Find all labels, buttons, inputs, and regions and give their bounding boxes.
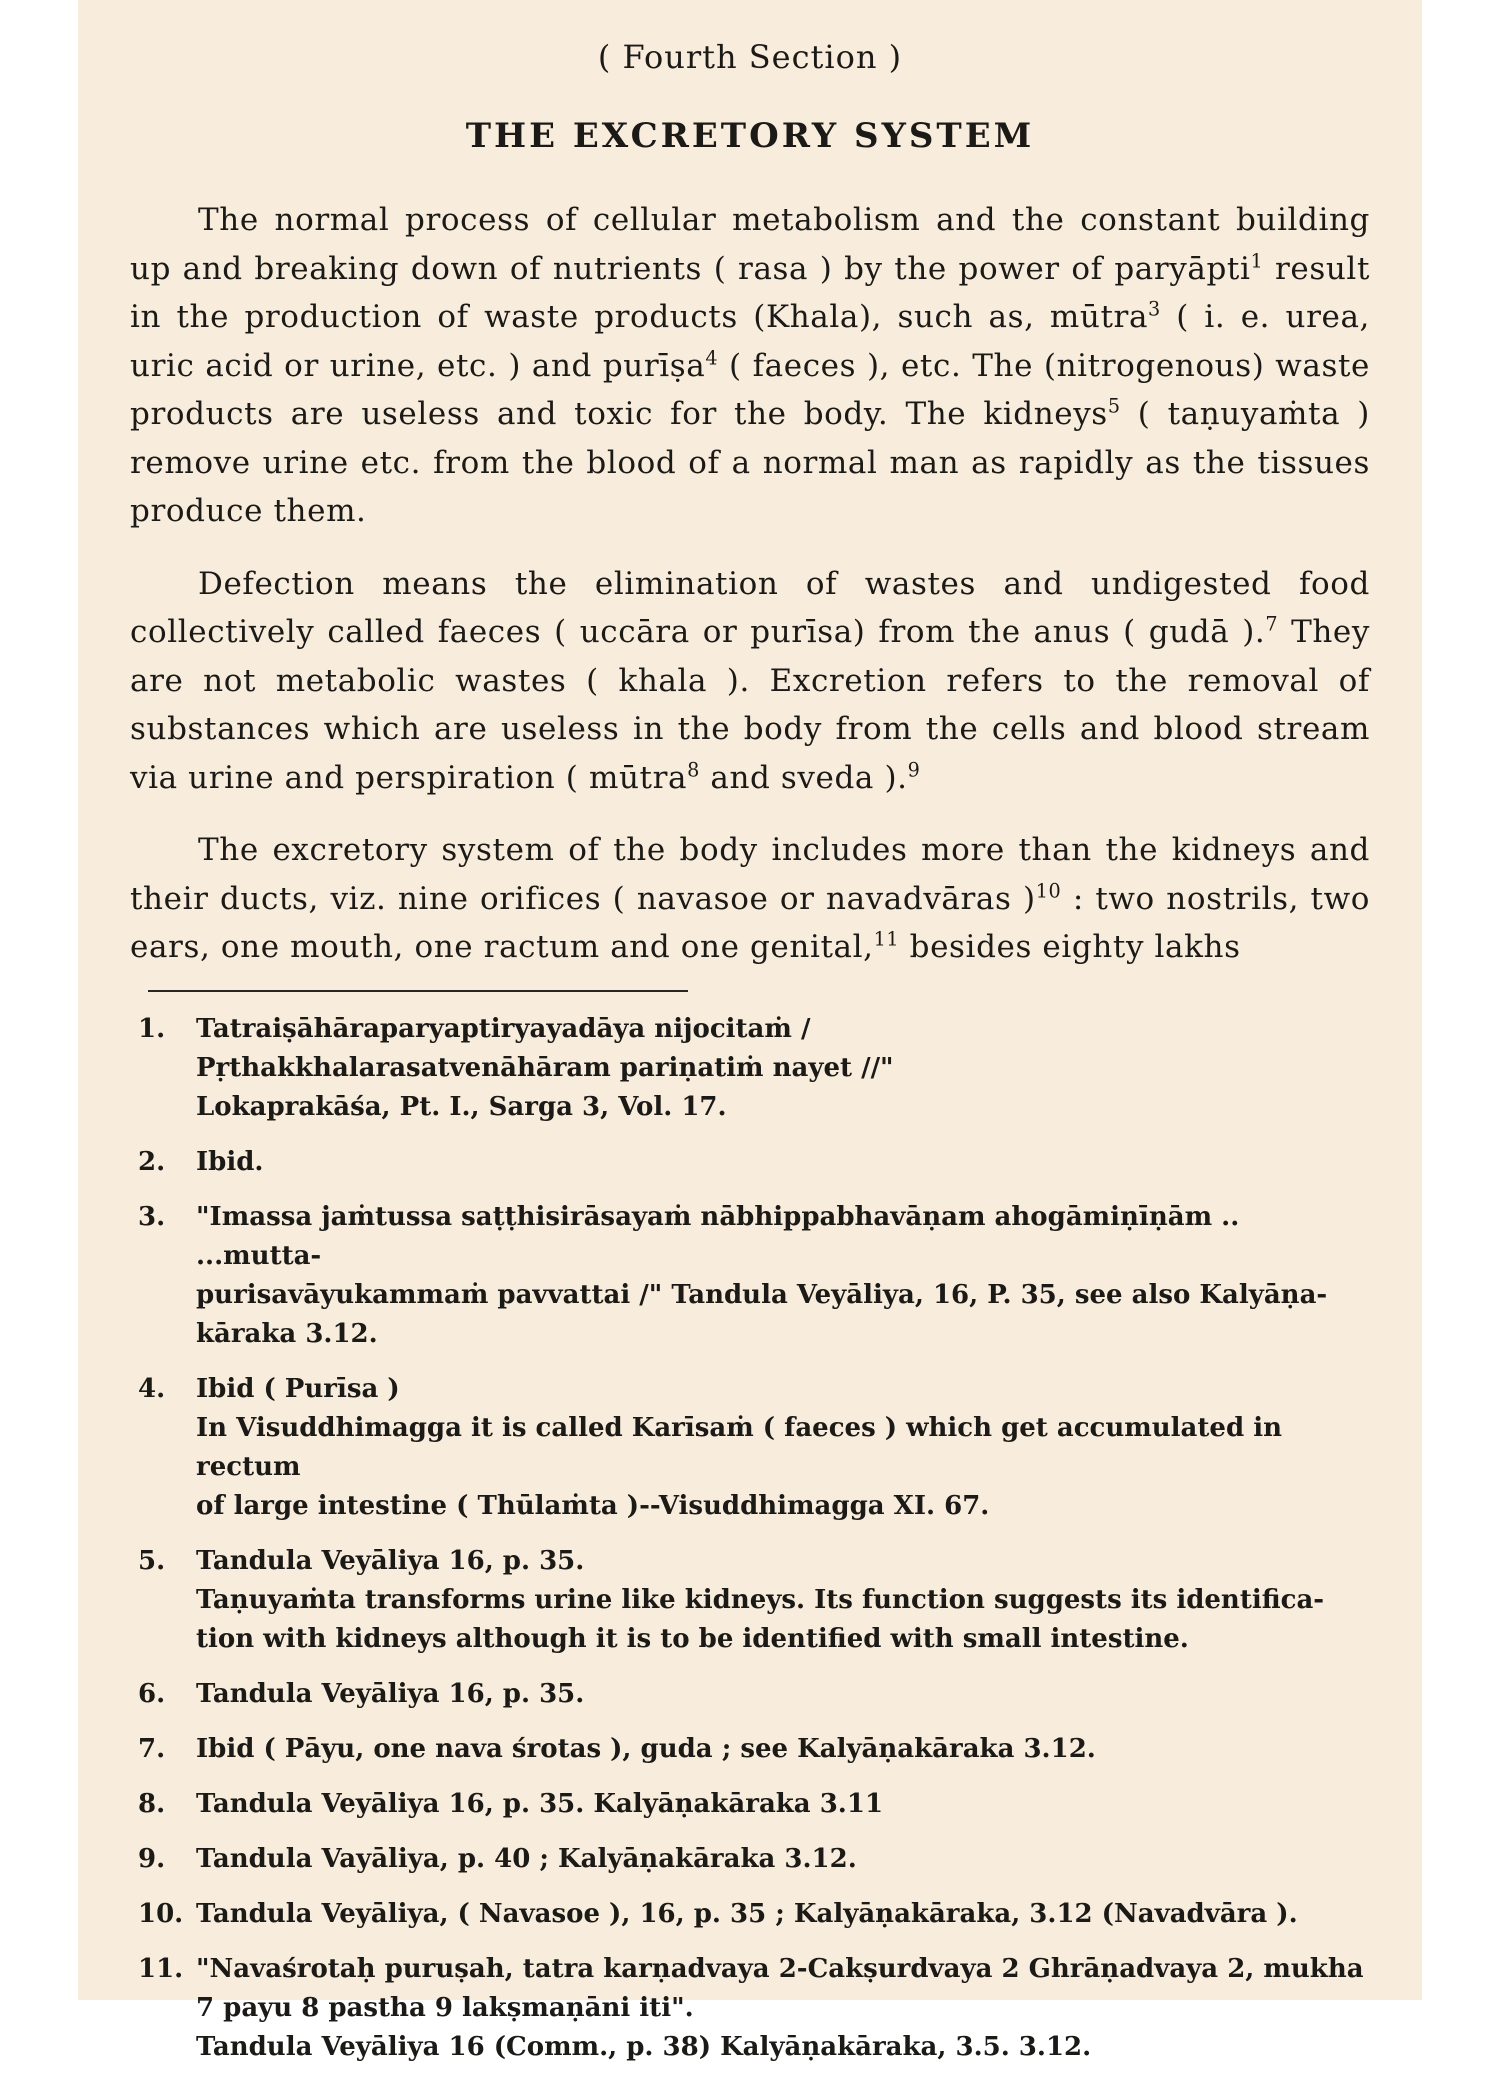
footnote-text [196,1010,1370,1127]
footnote-line: kāraka 3.12. [196,1318,378,1349]
footnote [130,1198,1370,1354]
footnote-line: Tandula Veyāliya 16, p. 35. [196,1678,585,1709]
footnote-number: 7. [138,1733,166,1764]
footnote [130,1895,1370,1934]
footnote-number: 2. [138,1146,166,1177]
footnote-line: Taṇuyaṁta transforms urine like kidneys. Its function suggests its identifica- [196,1584,1325,1615]
page-content [130,38,1370,2083]
footnote-line: Ibid ( Pāyu, one nava śrotas ), guda ; see Kalyāṇakāraka 3.12. [196,1733,1096,1764]
footnote-line: Lokaprakāśa, Pt. I., Sarga 3, Vol. 17. [196,1091,727,1122]
footnote-number: 4. [138,1373,166,1404]
footnote [130,1730,1370,1769]
footnote-text [196,1542,1370,1659]
footnote-number: 8. [138,1788,166,1819]
footnote-number: 3. [138,1201,166,1232]
footnote-ref: 10 [1035,879,1062,903]
footnote-ref: 11 [873,927,900,951]
paragraph-text: ( i. e. urea, uric acid or urine, etc. ) and purīṣa [130,299,1370,384]
footnote-line: tion with kidneys although it is to be identified with small intestine. [196,1623,1189,1654]
footnote-line: Tandula Veyāliya 16, p. 35. Kalyāṇakāraka 3.11 [196,1788,884,1819]
paragraph-text: ( taṇuyaṁta ) remove urine etc. from the blood of a normal man as rapidly as the tissues produce them. [130,396,1370,529]
footnote-line: In Visuddhimagga it is called Karīsaṁ ( faeces ) which get accumulated in rectum [196,1412,1282,1482]
paragraph-text: : two nostrils, two ears, one mouth, one ractum and one genital, [130,880,1371,965]
footnote-number: 1. [138,1013,166,1044]
footnote [130,1370,1370,1526]
paragraph-2 [130,560,1370,803]
footnote-line: of large intestine ( Thūlaṁta )--Visuddhimagga XI. 67. [196,1490,990,1521]
footnote-divider [148,990,688,992]
footnote [130,1542,1370,1659]
footnote-line: Ibid ( Purīsa ) [196,1373,400,1404]
paragraph-text: The normal process of cellular metabolism and the constant building up and breaking down of nutrients ( rasa ) by the power of paryāpti [130,202,1370,287]
book-page [78,0,1422,2062]
paragraph-text: They are not metabolic wastes ( khala ). Excretion refers to the removal of substances which are useless in the body from the cells and blood stream via urine and perspiration ( mūtra [130,614,1370,796]
paragraph-text: ( faeces ), etc. The (nitrogenous) waste products are useless and toxic for the body. The kidneys [130,347,1370,432]
paragraph-text: besides eighty lakhs [899,929,1241,965]
footnote-line: "Imassa jaṁtussa saṭṭhisirāsayaṁ nābhippabhavāṇam ahogāmiṇīṇām .. ...mutta- [196,1201,1240,1271]
footnote [130,1840,1370,1879]
footnote-ref: 3 [1148,297,1161,321]
footnote [130,1785,1370,1824]
footnote [130,1950,1370,2067]
footnote-text [196,1895,1370,1934]
footnote-ref: 4 [705,346,719,370]
footnote-text [196,1785,1370,1824]
footnote [130,1675,1370,1714]
footnote-line: Ibid. [196,1146,264,1177]
footnote-ref: 1 [1250,249,1264,273]
footnote-line: Tandula Vayāliya, p. 40 ; Kalyāṇakāraka 3.12. [196,1843,857,1874]
footnote-number: 6. [138,1678,166,1709]
footnote-line: Pṛthakkhalarasatvenāhāram pariṇatiṁ nayet //" [196,1052,894,1083]
footnote-line: purisavāyukammaṁ pavvattai /" Tandula Veyāliya, 16, P. 35, see also Kalyāṇa- [196,1279,1328,1310]
footnote-text [196,1950,1370,2067]
paragraph-text: Defection means the elimination of wastes and undigested food collectively called faeces ( uccāra or purīsa) from the anus ( gudā ). [130,565,1370,650]
footnote-text [196,1675,1370,1714]
footnote-ref: 7 [1265,612,1279,636]
footnote-text [196,1198,1370,1354]
footnote-line: "Navaśrotaḥ puruṣah, tatra karṇadvaya 2-Cakṣurdvaya 2 Ghrāṇadvaya 2, mukha [196,1953,1364,1984]
footnote-line: Tatraiṣāhāraparyaptiryayadāya nijocitaṁ / [196,1013,811,1044]
footnote-text [196,1143,1370,1182]
footnote-number: 10. [138,1898,184,1929]
footnote [130,1143,1370,1182]
footnote-text [196,1840,1370,1879]
footnotes-list [130,1010,1370,2067]
footnote-text [196,1370,1370,1526]
paragraph-3 [130,826,1370,972]
paragraph-text: result in the production of waste products (Khala), such as, mūtra [130,250,1370,335]
footnote-line: 7 payu 8 pastha 9 lakṣmaṇāni iti". [196,1992,694,2023]
paragraph-1 [130,196,1370,536]
footnote-number: 5. [138,1545,166,1576]
footnote-line: Tandula Veyāliya 16 (Comm., p. 38) Kalyāṇakāraka, 3.5. 3.12. [196,2031,1092,2062]
footnote-ref: 5 [1107,394,1121,418]
footnote-line: Tandula Veyāliya 16, p. 35. [196,1545,585,1576]
footnote [130,1010,1370,1127]
footnote-ref: 8 [687,758,700,782]
footnote-line: Tandula Veyāliya, ( Navasoe ), 16, p. 35 ; Kalyāṇakāraka, 3.12 (Navadvāra ). [196,1898,1298,1929]
footnote-text [196,1730,1370,1769]
paragraph-text: The excretory system of the body includes more than the kidneys and their ducts, viz. nine orifices ( navasoe or navadvāras ) [130,832,1370,917]
paragraph-text: and sveda ). [699,759,908,796]
footnote-number: 9. [138,1843,166,1874]
chapter-title: THE EXCRETORY SYSTEM [465,116,1035,156]
footnote-number: 11. [138,1953,184,1984]
section-heading: ( Fourth Section ) [597,38,903,76]
footnote-ref: 9 [907,758,921,782]
